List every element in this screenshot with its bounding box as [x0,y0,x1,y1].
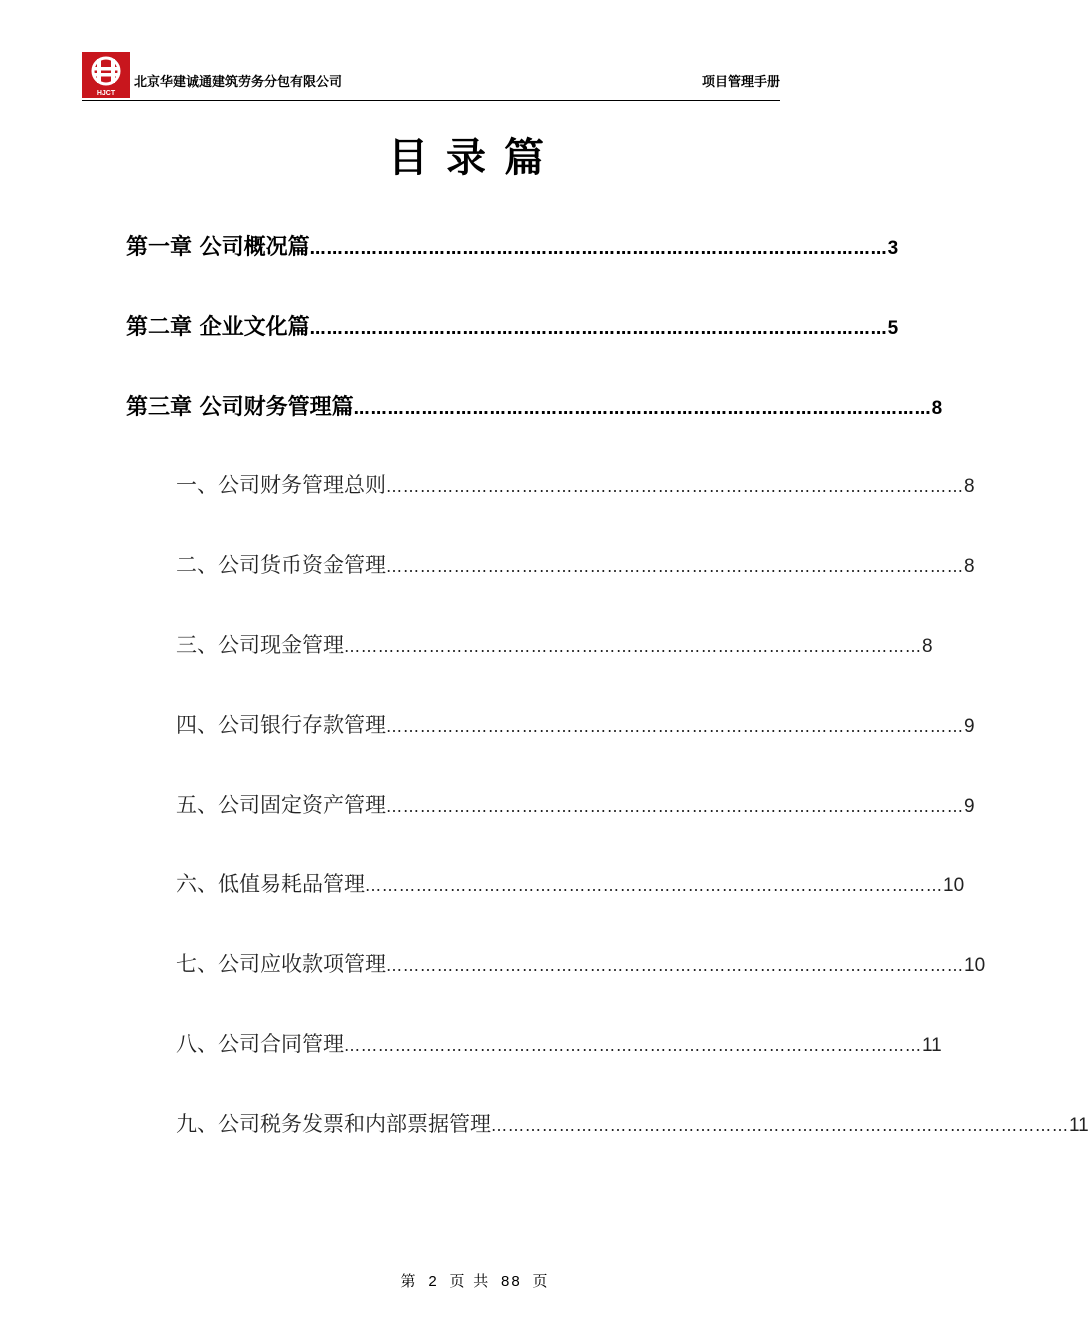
toc-entry[interactable] [176,629,933,659]
toc-entry[interactable] [126,310,899,341]
toc-entry[interactable] [176,709,975,739]
page-footer [0,1270,950,1291]
toc-entry[interactable] [176,789,975,819]
page-header [82,52,780,100]
toc-entry-title: 六、低值易耗品管理 [176,872,365,897]
toc-entry-title: 四、公司银行存款管理 [176,712,386,737]
toc-entry-title: 五、公司固定资产管理 [176,792,386,817]
company-logo [82,52,130,98]
footer-suffix: 页 [532,1272,550,1290]
header-divider [82,100,780,101]
toc-entry[interactable] [176,549,975,579]
footer-total-pages: 88 [501,1273,522,1290]
toc-entry-title: 第一章 公司概况篇 [126,235,310,260]
toc-entry-page: 11 [1069,1114,1089,1136]
toc-dot-leader: ………………………………………………………………………………………… [386,796,964,816]
toc-dot-leader: ………………………………………………………………………………………… [386,557,964,577]
toc-entry-page: 8 [964,476,975,498]
toc-entry-title: 三、公司现金管理 [176,633,344,657]
toc-entry-title: 二、公司货币资金管理 [176,553,386,578]
toc-dot-leader: ………………………………………………………………………………………… [365,876,943,896]
toc-dot-leader: ………………………………………………………………………………………… [344,637,922,656]
footer-prefix: 第 [400,1272,418,1290]
toc-entry[interactable] [176,948,986,978]
toc-entry-page: 5 [887,317,899,339]
toc-entry[interactable] [126,230,899,261]
toc-entry[interactable] [126,390,943,421]
toc-entry-title: 第二章 企业文化篇 [126,314,310,340]
footer-middle: 页 共 [449,1272,491,1290]
toc-entry-page: 8 [922,636,933,657]
toc-entry-title: 九、公司税务发票和内部票据管理 [176,1111,491,1136]
toc-entry[interactable] [176,1108,1089,1138]
svg-text:HJCT: HJCT [96,90,116,97]
toc-dot-leader: ………………………………………………………………………………………… [353,398,932,418]
toc-entry-page: 8 [964,556,975,578]
toc-dot-leader: ………………………………………………………………………………………… [491,1115,1069,1135]
toc-entry-title: 七、公司应收款项管理 [176,952,386,977]
toc-entry-page: 11 [922,1035,942,1056]
toc-dot-leader: ………………………………………………………………………………………… [309,239,888,258]
toc-entry-page: 10 [943,875,965,897]
company-name: 北京华建诚通建筑劳务分包有限公司 [134,75,343,90]
footer-current-page: 2 [428,1273,439,1290]
toc-entry[interactable] [176,868,965,898]
toc-entry-title: 第三章 公司财务管理篇 [126,394,354,420]
toc-dot-leader: ………………………………………………………………………………………… [386,716,964,736]
toc-entry-page: 10 [964,955,986,977]
toc-entry-title: 八、公司合同管理 [176,1032,344,1056]
manual-title: 项目管理手册 [701,75,780,90]
page-title: 目录篇 [388,135,562,181]
toc-dot-leader: ………………………………………………………………………………………… [309,318,888,338]
toc-dot-leader: ………………………………………………………………………………………… [344,1036,922,1055]
toc-entry-page: 8 [931,397,943,419]
toc-entry[interactable] [176,1028,942,1058]
toc-entry-page: 9 [964,795,975,817]
toc-dot-leader: ………………………………………………………………………………………… [386,956,964,976]
toc-entry[interactable] [176,469,975,499]
toc-entry-page: 9 [964,715,975,737]
toc-dot-leader: ………………………………………………………………………………………… [386,477,964,497]
toc-entry-title: 一、公司财务管理总则 [176,473,386,498]
toc-entry-page: 3 [887,238,899,259]
